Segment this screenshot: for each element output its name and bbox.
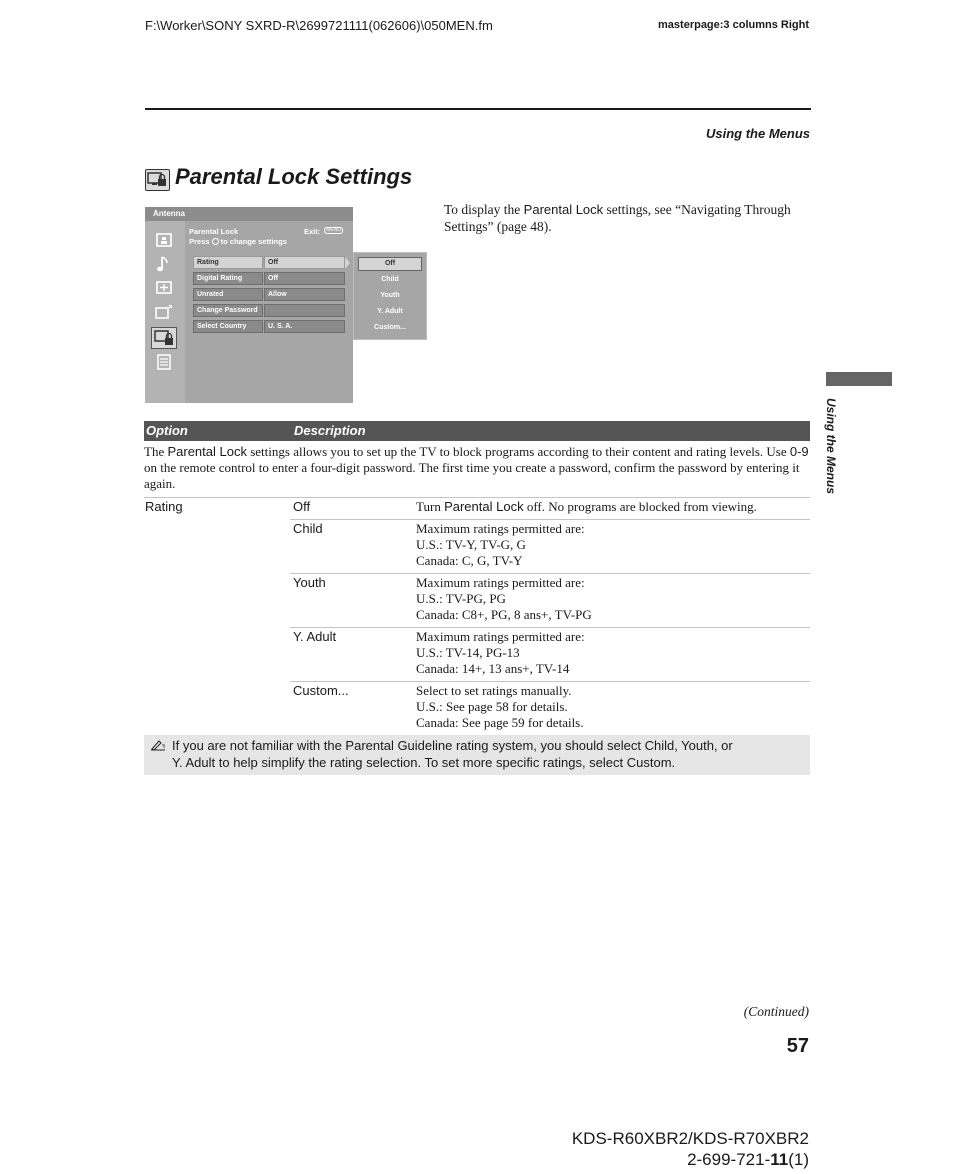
popup-item-off: Off <box>358 257 422 271</box>
osd-row-change-password <box>193 304 345 317</box>
osd-row-digital-rating <box>193 272 345 285</box>
note-line-2: Y. Adult to help simplify the rating selection. To set more specific ratings, select Custom. <box>172 755 676 770</box>
tv-menu-screenshot <box>145 207 353 403</box>
side-tab-label <box>822 398 840 518</box>
osd-row-value: U. S. A. <box>264 320 345 333</box>
table-row <box>416 499 810 515</box>
header-file-path: F:\Worker\SONY SXRD-R\2699721111(062606)\050MEN.fm <box>145 18 493 33</box>
desc-ui-term: 0-9 <box>789 444 809 459</box>
osd-row-value: Allow <box>264 288 345 301</box>
osd-row-select-country <box>193 320 345 333</box>
intro-paragraph <box>444 201 812 235</box>
row-line: Select to set ratings manually. <box>416 683 572 698</box>
rating-value-off: Off <box>293 499 311 514</box>
osd-arrow-icon <box>345 257 350 269</box>
side-tab-marker <box>826 372 892 386</box>
setup-icon <box>154 353 174 371</box>
desc-text: settings allows you to set up the TV to block programs according to their content and rating levels. Use <box>250 444 787 459</box>
row-line: Maximum ratings permitted are: <box>416 629 585 644</box>
column-header-option: Option <box>146 423 188 438</box>
code-pre: 2-699-721- <box>687 1150 771 1169</box>
header-masterpage: masterpage:3 columns Right <box>658 19 809 31</box>
osd-antenna-label: Antenna <box>153 209 185 218</box>
page-title: Parental Lock Settings <box>175 164 413 189</box>
table-rule <box>290 519 810 520</box>
row-line: Canada: C, G, TV-Y <box>416 553 523 568</box>
popup-item-youth: Youth <box>380 292 400 299</box>
page-number: 57 <box>786 1035 809 1057</box>
note-line-1: If you are not familiar with the Parental Guideline rating system, you should select Child, Youth, or <box>172 738 733 753</box>
row-ui-term: Parental Lock <box>444 499 524 514</box>
model-numbers: KDS-R60XBR2/KDS-R70XBR2 <box>571 1129 809 1148</box>
osd-heading: Parental Lock <box>189 227 239 236</box>
osd-row-label: Select Country <box>193 320 263 333</box>
screen-icon <box>154 279 174 297</box>
intro-ui-term: Parental Lock <box>523 202 604 217</box>
row-line: Canada: See page 59 for details. <box>416 715 584 730</box>
rating-value-child: Child <box>293 521 323 536</box>
osd-row-value: Off <box>264 256 345 269</box>
row-line: Maximum ratings permitted are: <box>416 575 585 590</box>
document-code <box>687 1150 809 1170</box>
side-tab-text: Using the Menus <box>824 398 838 495</box>
table-intro-description <box>144 444 810 492</box>
row-line: Canada: C8+, PG, 8 ans+, TV-PG <box>416 607 592 622</box>
parental-lock-icon <box>145 169 170 191</box>
table-rule <box>290 573 810 574</box>
row-line: Canada: 14+, 13 ans+, TV-14 <box>416 661 570 676</box>
osd-rating-popup <box>353 252 427 340</box>
table-row <box>416 629 585 677</box>
header-rule <box>145 108 811 110</box>
table-rule <box>144 497 810 498</box>
row-line: U.S.: See page 58 for details. <box>416 699 568 714</box>
row-line: Maximum ratings permitted are: <box>416 521 585 536</box>
osd-exit-label: Exit: <box>304 227 321 236</box>
osd-subheading <box>189 237 287 246</box>
row-line: U.S.: TV-PG, PG <box>416 591 506 606</box>
joystick-icon <box>212 238 219 245</box>
table-row <box>416 575 592 623</box>
option-rating: Rating <box>145 499 183 514</box>
osd-row-label: Change Password <box>193 304 263 317</box>
table-row <box>416 683 584 731</box>
continued-label: (Continued) <box>743 1004 809 1019</box>
table-row <box>416 521 585 569</box>
note-box <box>144 735 810 775</box>
osd-subheading-post: to change settings <box>220 237 287 246</box>
osd-subheading-pre: Press <box>189 237 210 246</box>
rating-value-y-adult: Y. Adult <box>293 629 337 644</box>
osd-row-label: Digital Rating <box>193 272 263 285</box>
rating-value-custom: Custom... <box>293 683 349 698</box>
row-text: off. No programs are blocked from viewing. <box>526 499 757 514</box>
popup-item-y-adult: Y. Adult <box>377 308 403 315</box>
osd-row-label: Unrated <box>193 288 263 301</box>
code-bold: 11 <box>770 1150 789 1169</box>
desc-text: The <box>144 444 165 459</box>
table-rule <box>290 627 810 628</box>
intro-text: To display the <box>444 202 521 217</box>
rating-value-youth: Youth <box>293 575 326 590</box>
osd-row-label: Rating <box>193 256 263 269</box>
intro-text: settings, see “Navigating Through Settings” (page 48). <box>444 202 791 234</box>
osd-sidebar <box>145 221 185 403</box>
code-post: (1) <box>788 1150 809 1169</box>
osd-row-value <box>264 304 345 317</box>
sound-icon <box>154 255 174 273</box>
note-pencil-icon <box>150 738 166 750</box>
row-line: U.S.: TV-Y, TV-G, G <box>416 537 526 552</box>
video-options-icon <box>154 303 174 321</box>
row-text: Turn <box>416 499 441 514</box>
picture-icon <box>154 231 174 249</box>
desc-text: on the remote control to enter a four-digit password. The first time you create a password, confirm the password by entering it again. <box>144 460 800 491</box>
menu-key-icon: MENU <box>324 227 343 234</box>
row-line: U.S.: TV-14, PG-13 <box>416 645 520 660</box>
desc-ui-term: Parental Lock <box>167 444 247 459</box>
popup-item-custom: Custom... <box>374 324 406 331</box>
parental-lock-menu-icon <box>151 327 177 349</box>
table-rule <box>290 681 810 682</box>
osd-row-rating <box>193 256 345 269</box>
section-label: Using the Menus <box>705 126 810 141</box>
column-header-description: Description <box>294 423 366 438</box>
table-header <box>144 421 810 441</box>
popup-item-child: Child <box>381 276 399 283</box>
osd-row-value: Off <box>264 272 345 285</box>
osd-row-unrated <box>193 288 345 301</box>
